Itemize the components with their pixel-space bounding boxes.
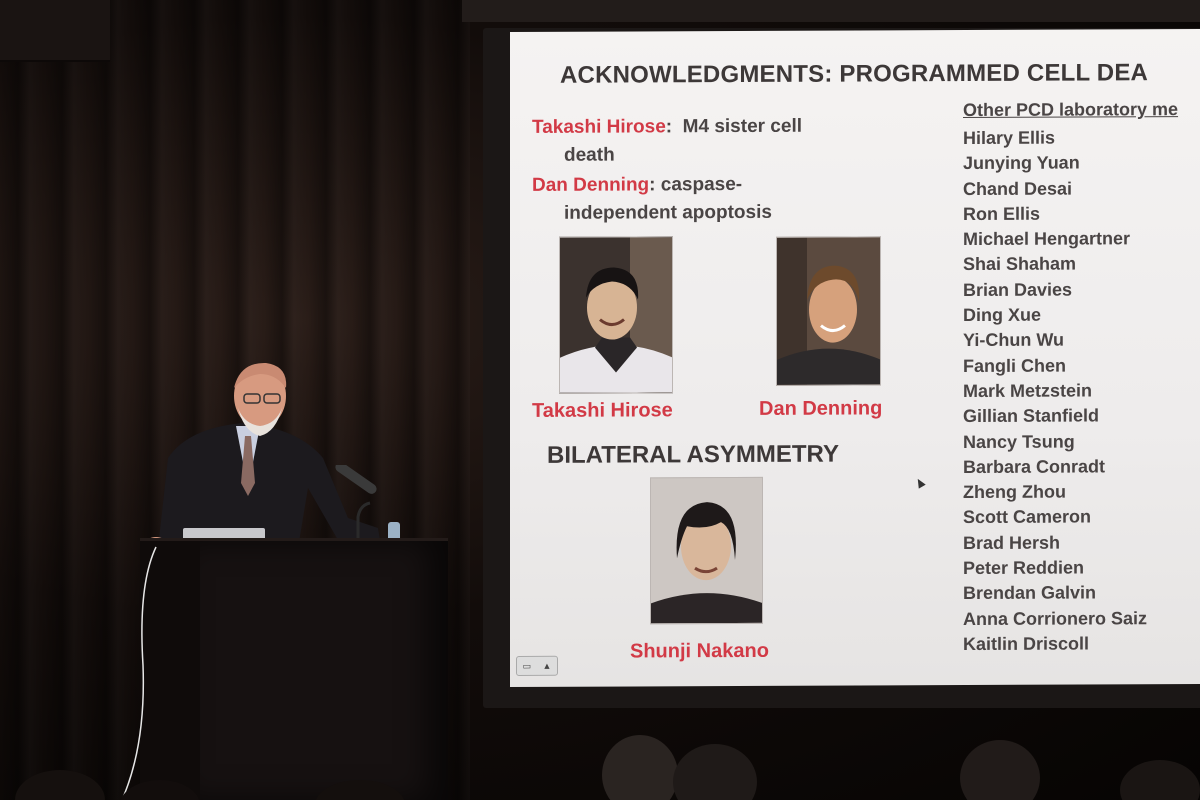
members-heading: Other PCD laboratory me — [963, 99, 1179, 121]
mouse-cursor-icon — [914, 477, 925, 489]
lab-members-list — [963, 99, 1200, 657]
member-name: Shai Shaham — [963, 254, 1077, 275]
member-name: Ding Xue — [963, 304, 1042, 326]
slide-title: ACKNOWLEDGMENTS: PROGRAMMED CELL DEA — [560, 59, 1149, 89]
credit-separator: : — [665, 116, 683, 138]
screen-housing — [462, 0, 1200, 22]
member-name: Brian Davies — [963, 279, 1073, 300]
portrait-photo-nakano — [650, 477, 763, 624]
portrait-photo-hirose — [559, 236, 673, 393]
member-name: Kaitlin Driscoll — [963, 633, 1090, 654]
portrait-photo-denning — [776, 236, 881, 385]
member-name: Brad Hersh — [963, 532, 1061, 553]
member-name: Fangli Chen — [963, 355, 1066, 376]
photo-caption-denning: Dan Denning — [759, 397, 883, 420]
photo-caption-hirose: Takashi Hirose — [532, 399, 673, 422]
wall-speaker — [0, 0, 110, 62]
credit-text-continued: independent apoptosis — [564, 201, 772, 224]
member-name: Yi-Chun Wu — [963, 329, 1064, 351]
member-name: Hilary Ellis — [963, 127, 1056, 149]
member-name: Anna Corrionero Saiz — [963, 607, 1148, 629]
member-name: Peter Reddien — [963, 557, 1085, 579]
audience-heads — [0, 720, 1200, 800]
credit-hirose — [532, 112, 892, 170]
member-name: Barbara Conradt — [963, 456, 1106, 477]
credit-name: Dan Denning — [532, 174, 650, 196]
credit-text-continued: death — [564, 144, 615, 166]
credit-text: caspase- — [660, 173, 743, 196]
photo-caption-nakano: Shunji Nakano — [630, 639, 769, 663]
member-name: Mark Metzstein — [963, 380, 1093, 401]
section-heading: BILATERAL ASYMMETRY — [547, 440, 839, 469]
member-name: Gillian Stanfield — [963, 405, 1100, 427]
member-name: Zheng Zhou — [963, 481, 1066, 503]
credit-text: M4 sister cell — [682, 115, 802, 138]
credit-separator: : — [649, 174, 661, 196]
member-name: Junying Yuan — [963, 152, 1080, 174]
member-name: Michael Hengartner — [963, 228, 1131, 250]
member-name: Chand Desai — [963, 178, 1073, 199]
slide-menu-icon[interactable]: ▭ — [522, 660, 532, 671]
slide-navigation-icon[interactable] — [516, 656, 558, 676]
microphone-icon — [330, 465, 390, 545]
credit-denning — [532, 170, 862, 227]
member-name: Brendan Galvin — [963, 582, 1097, 604]
credit-name: Takashi Hirose — [532, 116, 666, 138]
member-name: Scott Cameron — [963, 506, 1092, 528]
slide-up-icon[interactable]: ▲ — [542, 660, 552, 671]
member-name: Nancy Tsung — [963, 431, 1075, 452]
presentation-slide — [510, 29, 1200, 687]
member-name: Ron Ellis — [963, 203, 1041, 224]
